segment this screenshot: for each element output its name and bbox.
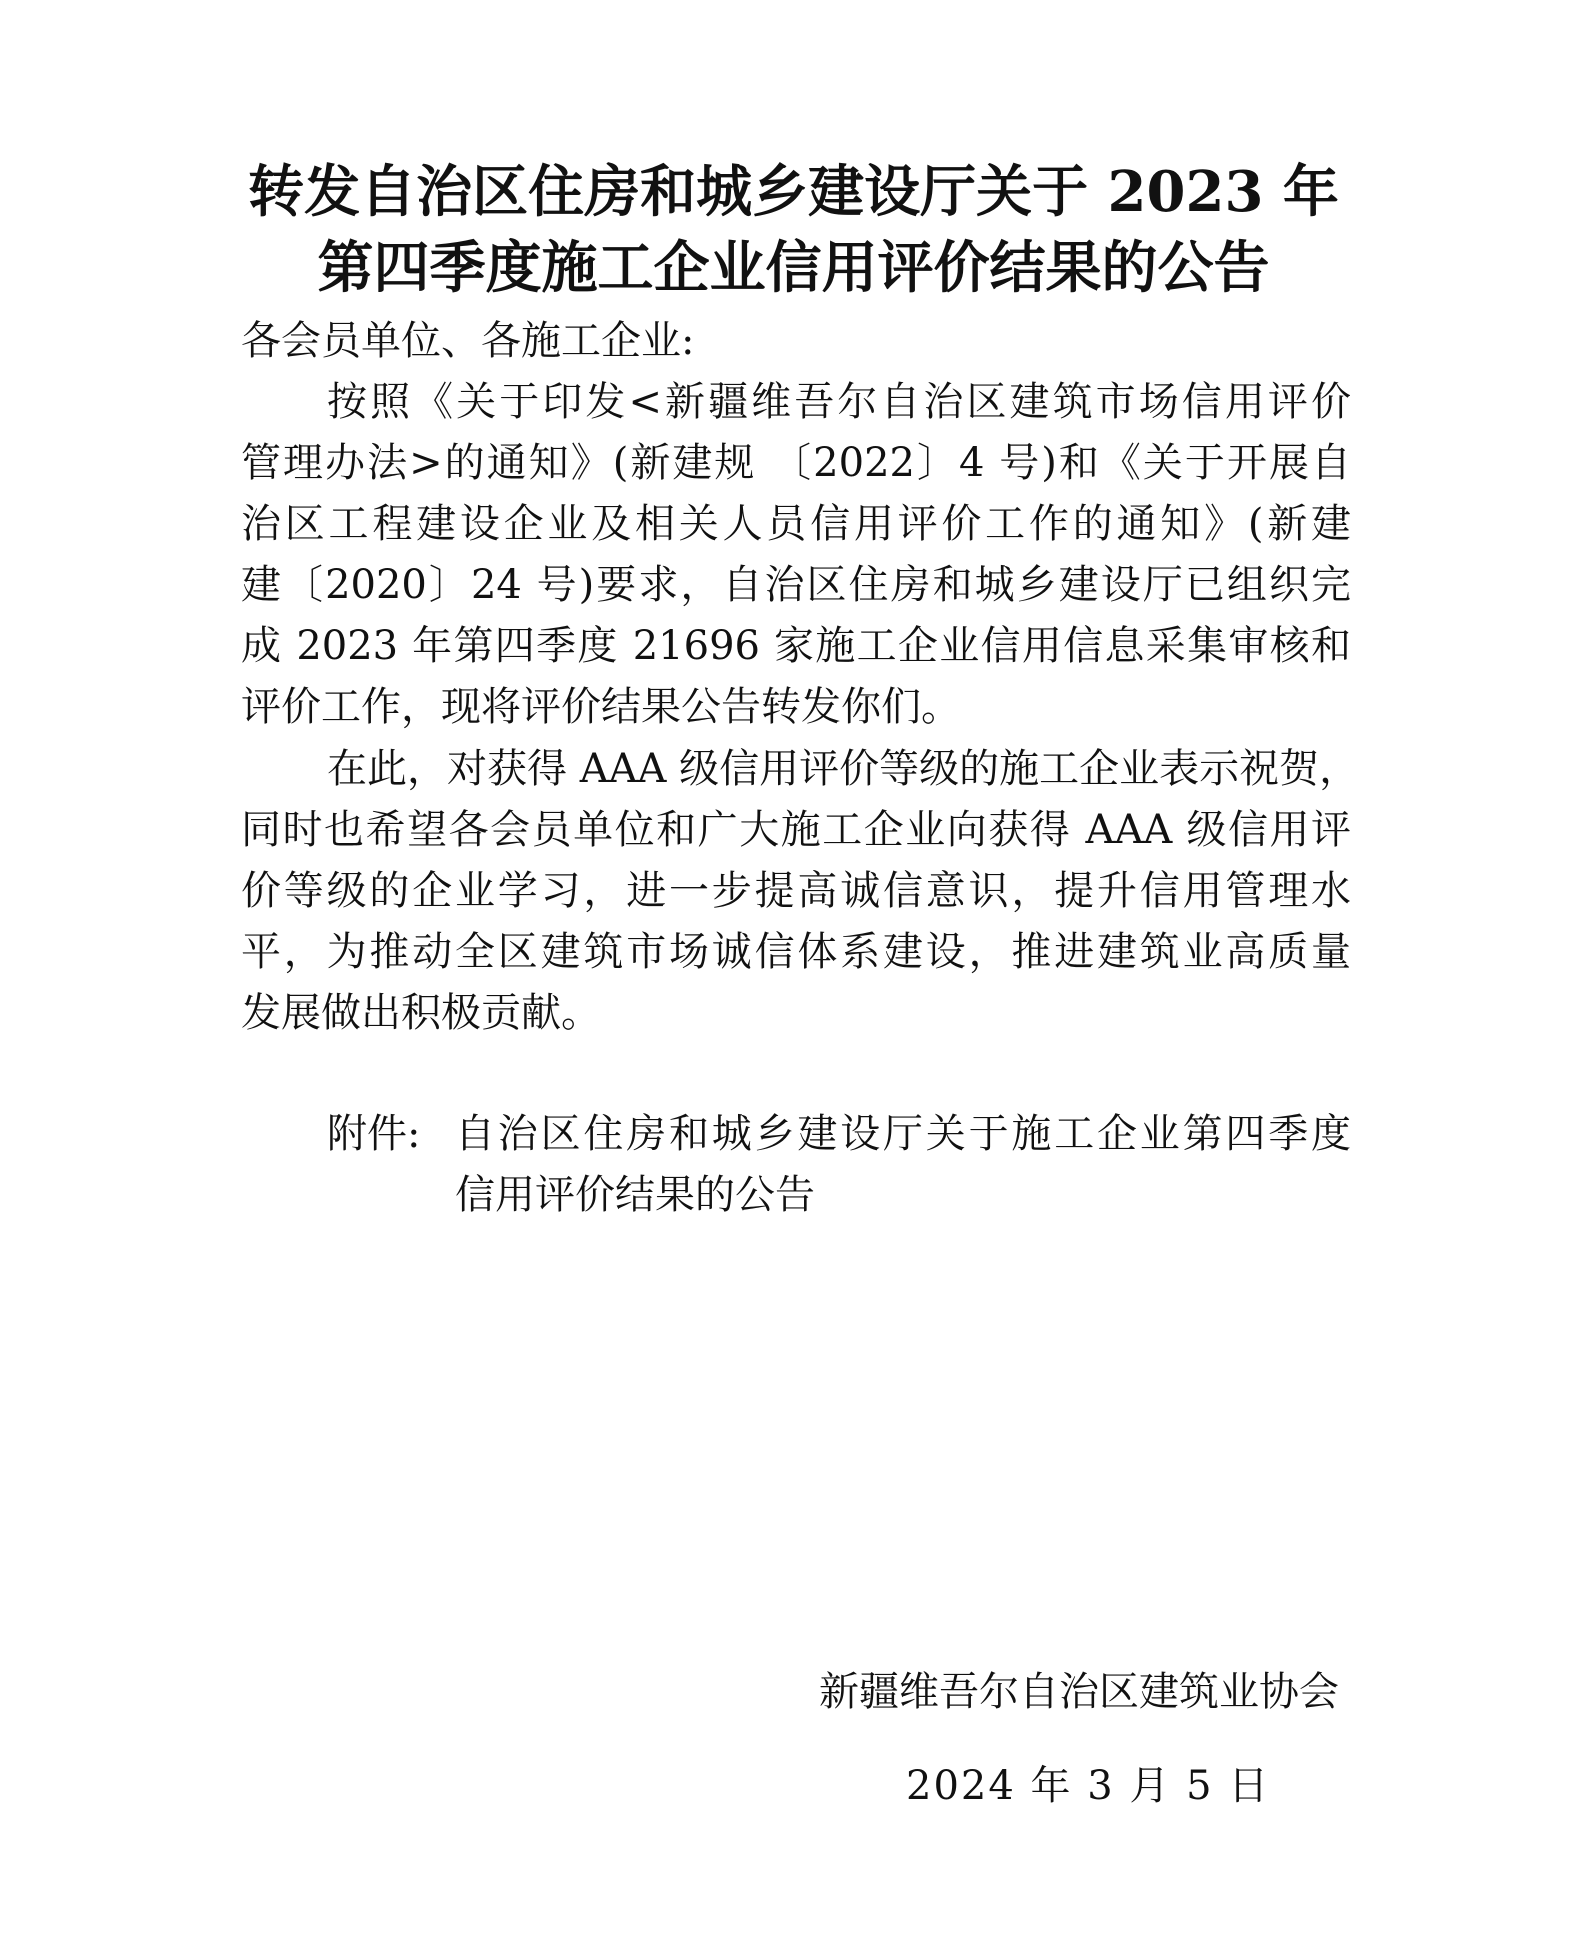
paragraph-1-line: 成 2023 年第四季度 21696 家施工企业信用信息采集审核和 <box>241 623 1351 669</box>
paragraph-1-line: 管理办法>的通知》(新建规 〔2022〕4 号)和《关于开展自 <box>241 440 1351 486</box>
signature-date: 2024 年 3 月 5 日 <box>906 1763 1271 1809</box>
paragraph-2-line: 同时也希望各会员单位和广大施工企业向获得 AAA 级信用评 <box>241 807 1351 853</box>
paragraph-2-line: 价等级的企业学习，进一步提高诚信意识，提升信用管理水 <box>241 868 1351 914</box>
paragraph-2-line: 发展做出积极贡献。 <box>241 990 601 1036</box>
signature-organization: 新疆维吾尔自治区建筑业协会 <box>819 1669 1339 1715</box>
attachment-label: 附件: <box>327 1111 421 1157</box>
paragraph-1-line: 按照《关于印发<新疆维吾尔自治区建筑市场信用评价 <box>327 379 1351 425</box>
paragraph-2-line: 在此，对获得 AAA 级信用评价等级的施工企业表示祝贺， <box>327 746 1360 792</box>
paragraph-1-line: 治区工程建设企业及相关人员信用评价工作的通知》(新建 <box>241 501 1351 547</box>
attachment-title-line: 信用评价结果的公告 <box>455 1172 815 1218</box>
document-title-line-1: 转发自治区住房和城乡建设厅关于 2023 年 <box>248 159 1339 225</box>
document-title-line-2: 第四季度施工企业信用评价结果的公告 <box>317 235 1270 301</box>
paragraph-1-line: 评价工作，现将评价结果公告转发你们。 <box>241 684 961 730</box>
paragraph-1-line: 建〔2020〕24 号)要求，自治区住房和城乡建设厅已组织完 <box>241 562 1351 608</box>
attachment-title-line: 自治区住房和城乡建设厅关于施工企业第四季度 <box>455 1111 1351 1157</box>
paragraph-2-line: 平，为推动全区建筑市场诚信体系建设，推进建筑业高质量 <box>241 929 1351 975</box>
salutation: 各会员单位、各施工企业: <box>241 318 695 364</box>
